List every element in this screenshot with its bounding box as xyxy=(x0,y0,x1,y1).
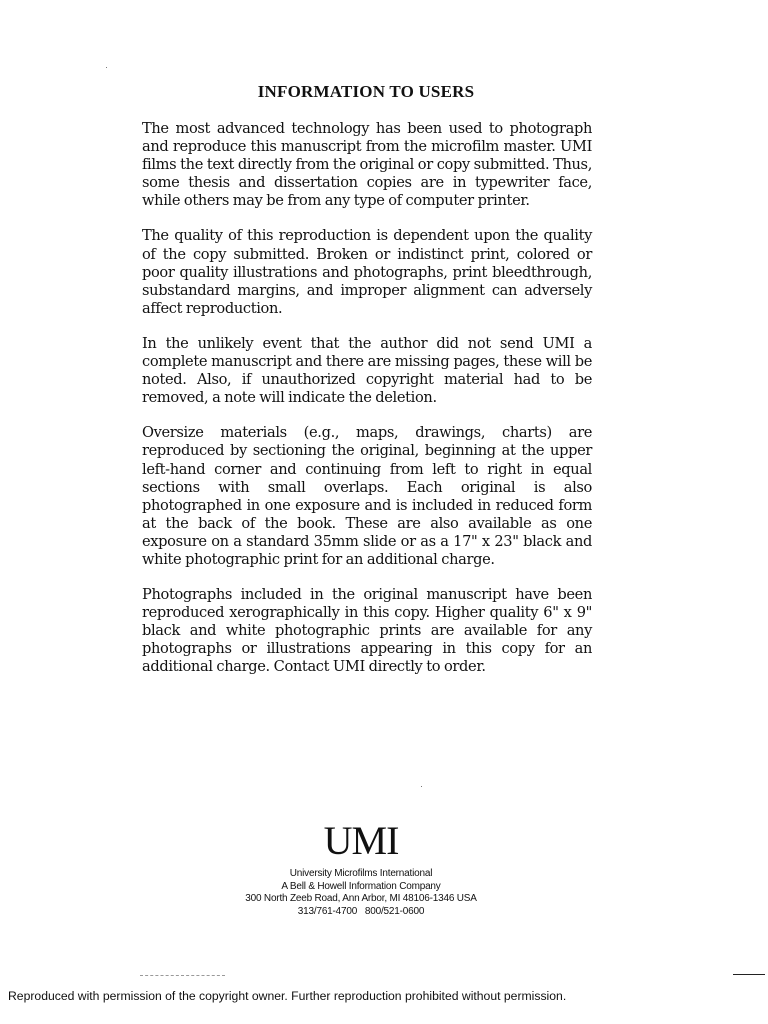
paragraph-missing-pages: In the unlikely event that the author did not send UMI a complete manuscript and there are missing pages, these will be noted. Also, if unauthorized copyright material had to be removed, a note will indicate the deletion. xyxy=(142,334,592,407)
publisher-name: University Microfilms International xyxy=(289,868,433,879)
scan-smudge xyxy=(140,975,225,976)
paragraph-quality: The quality of this reproduction is dependent upon the quality of the copy submitted. Broken or indistinct print, colored or poor quality illustrations and photographs, print bleedthrough, substandard margins, and improper alignment can adversely affect reproduction. xyxy=(142,227,592,317)
paragraph-oversize: Oversize materials (e.g., maps, drawings, charts) are reproduced by sectioning the original, beginning at the upper left-hand corner and continuing from left to right in equal sections with small overlaps. Each original is also photographed in one exposure and is included in reduced form at the back of the book. These are also available as one exposure on a standard 35mm slide or as a 17" x 23" black and white photographic print for an additional charge. xyxy=(142,424,592,568)
publisher-address: 300 North Zeeb Road, Ann Arbor, MI 48106-1346 USA xyxy=(245,893,477,904)
publisher-parent: A Bell & Howell Information Company xyxy=(281,880,441,892)
publisher-block xyxy=(0,818,722,918)
publisher-phones: 313/761-4700 800/521-0600 xyxy=(297,905,425,917)
copyright-notice: Reproduced with permission of the copyright owner. Further reproduction prohibited without permission. xyxy=(8,989,567,1003)
scan-speck xyxy=(421,786,422,787)
scan-speck xyxy=(106,67,107,68)
paragraph-photographs: Photographs included in the original manuscript have been reproduced xerographically in this copy. Higher quality 6" x 9" black and white photographic prints are available for any photographs or illustrations appearing in this copy for an additional charge. Contact UMI directly to order. xyxy=(142,586,592,676)
paragraph-technology: The most advanced technology has been used to photograph and reproduce this manuscript from the microfilm master. UMI films the text directly from the original or copy submitted. Thus, some thesis and dissertation copies are in typewriter face, while others may be from any type of computer printer. xyxy=(142,120,592,210)
umi-logo: UMI xyxy=(323,818,399,863)
body-text xyxy=(142,120,592,694)
page-heading: INFORMATION TO USERS xyxy=(257,82,475,101)
corner-rule xyxy=(733,974,765,975)
